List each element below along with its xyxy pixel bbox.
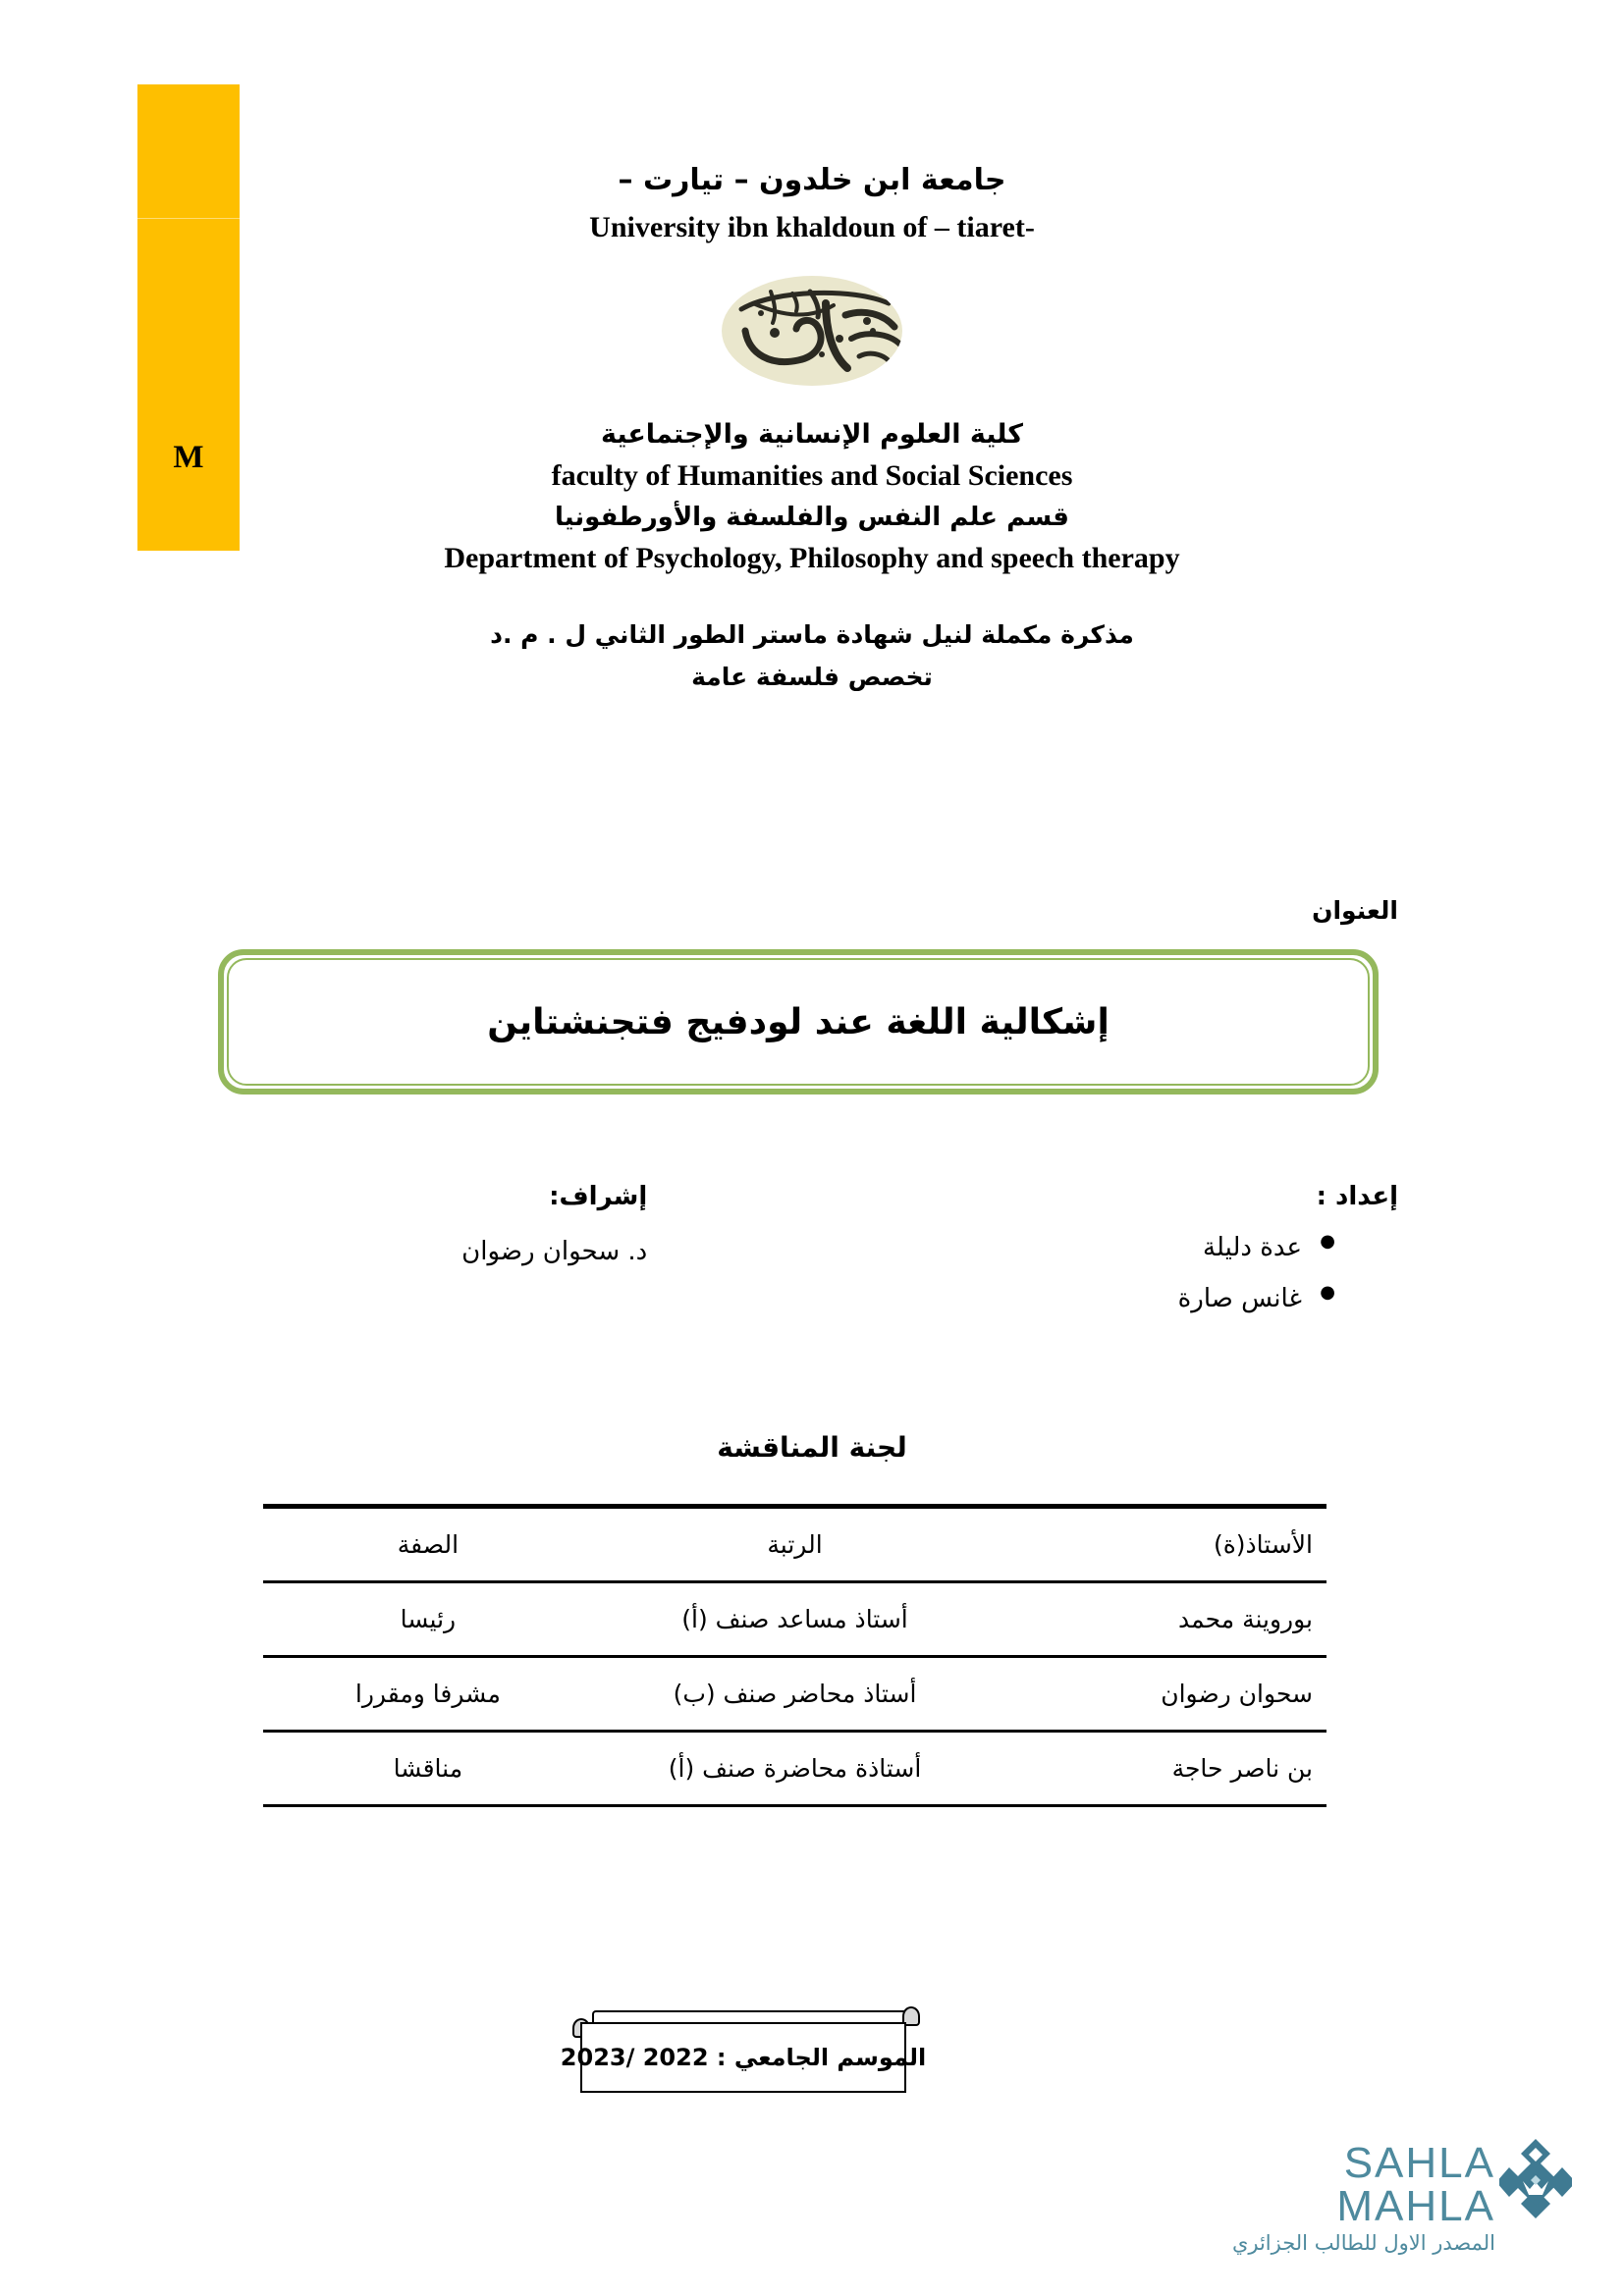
column-header-role: الصفة bbox=[263, 1507, 593, 1582]
academic-year-text: الموسم الجامعي : 2022 /2023 bbox=[560, 2044, 927, 2071]
tab-letter: M bbox=[173, 440, 204, 475]
supervisor-name: د. سحوان رضوان bbox=[461, 1237, 648, 1266]
cell-role: مناقشا bbox=[263, 1732, 593, 1806]
cell-rank: أستاذ محاضر صنف (ب) bbox=[593, 1657, 998, 1732]
header-block bbox=[226, 0, 1398, 691]
tab-seam-divider bbox=[137, 218, 240, 219]
watermark-brand: SAHLA MAHLA bbox=[1336, 2139, 1495, 2230]
university-seal-wrapper bbox=[226, 270, 1398, 392]
cell-role: رئيسا bbox=[263, 1582, 593, 1657]
authors-column bbox=[859, 1182, 1398, 1335]
supervisor-label: إشراف: bbox=[549, 1182, 648, 1211]
banner-body bbox=[560, 2022, 927, 2093]
cell-role: مشرفا ومقررا bbox=[263, 1657, 593, 1732]
column-header-professor: الأستاذ(ة) bbox=[997, 1507, 1326, 1582]
watermark-emblem-icon bbox=[1499, 2138, 1572, 2223]
authors-list bbox=[859, 1233, 1398, 1313]
list-item: ● غانس صارة bbox=[859, 1284, 1335, 1313]
people-section bbox=[226, 1182, 1398, 1335]
cell-rank: أستاذ مساعد صنف (أ) bbox=[593, 1582, 998, 1657]
cell-professor: سحوان رضوان bbox=[997, 1657, 1326, 1732]
thesis-title: إشكالية اللغة عند لودفيج فتجنشتاين bbox=[487, 1001, 1110, 1042]
department-name-english: Department of Psychology, Philosophy and speech therapy bbox=[444, 542, 1180, 574]
watermark-text bbox=[1183, 2139, 1495, 2255]
faculty-name-arabic: كلية العلوم الإنسانية والإجتماعية bbox=[600, 419, 1024, 450]
thesis-specialty-line: تخصص فلسفة عامة bbox=[691, 663, 933, 691]
cell-rank: أستاذة محاضرة صنف (أ) bbox=[593, 1732, 998, 1806]
list-item: ● عدة دليلة bbox=[859, 1233, 1335, 1262]
university-name-arabic: جامعة ابن خلدون – تيارت – bbox=[618, 163, 1006, 197]
committee-table bbox=[263, 1504, 1326, 1807]
column-header-rank: الرتبة bbox=[593, 1507, 998, 1582]
cell-professor: بن ناصر حاجة bbox=[997, 1732, 1326, 1806]
thesis-degree-line: مذكرة مكملة لنيل شهادة ماستر الطور الثاني ل . م .د bbox=[490, 620, 1134, 649]
committee-title: لجنة المناقشة bbox=[717, 1431, 907, 1464]
department-name-arabic: قسم علم النفس والفلسفة والأورطفونيا bbox=[555, 503, 1069, 532]
faculty-name-english: faculty of Humanities and Social Sciences bbox=[551, 459, 1073, 492]
academic-year-banner bbox=[560, 2008, 927, 2099]
title-label-row bbox=[226, 896, 1398, 925]
table-row bbox=[263, 1582, 1326, 1657]
table-header-row bbox=[263, 1507, 1326, 1582]
thesis-title-box-inner bbox=[227, 958, 1370, 1086]
watermark-logo bbox=[1183, 2139, 1576, 2255]
table-row bbox=[263, 1732, 1326, 1806]
people-columns bbox=[226, 1182, 1398, 1335]
university-name-english: University ibn khaldoun of – tiaret- bbox=[589, 211, 1035, 243]
supervisor-column bbox=[226, 1182, 765, 1335]
title-label: العنوان bbox=[1312, 896, 1398, 925]
yellow-side-tab bbox=[137, 84, 240, 551]
watermark-tagline: المصدر الاول للطالب الجزائري bbox=[1231, 2231, 1495, 2255]
table-row bbox=[263, 1657, 1326, 1732]
thesis-title-box bbox=[218, 949, 1379, 1095]
university-seal-icon bbox=[716, 270, 908, 392]
authors-label: إعداد : bbox=[1316, 1182, 1398, 1211]
cell-professor: بوروينة محمد bbox=[997, 1582, 1326, 1657]
